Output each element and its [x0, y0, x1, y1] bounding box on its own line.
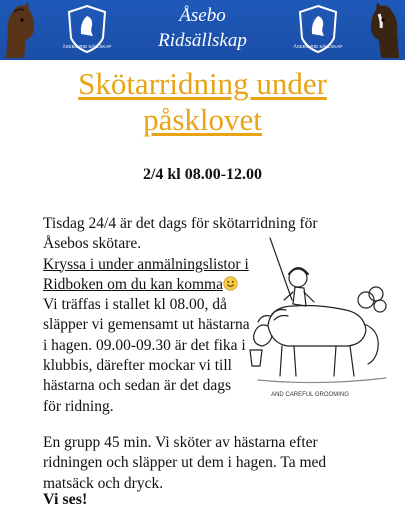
pony-rider-illustration: [248, 230, 393, 406]
emblem-text: ÅSEBO RID SÄLLSKAP: [62, 44, 112, 49]
smiley-icon: [223, 276, 238, 291]
club-emblem-icon: [293, 4, 343, 54]
sign-off: Vi ses!: [43, 491, 88, 508]
page-title: [0, 66, 405, 138]
illustration-caption: AND CAREFUL GROOMING: [271, 392, 349, 398]
description-details: Vi träffas i stallet kl 08.00, då släpper vi gemensamt ut hästarna i hagen. 09.00-09.30 är det fika i klubbis, därefter mockar vi till hästarna och sedan är det dags för ridning.: [43, 296, 250, 415]
club-name-line1: Åsebo: [179, 5, 226, 26]
title-line1: Skötarridning under: [78, 66, 327, 101]
description-lead: Tisdag 24/4 är det dags för skötarridning för Åsebos skötare.: [43, 215, 318, 253]
event-continuation: En grupp 45 min. Vi sköter av hästarna efter ridningen och släpper ut dem i hagen. Ta med matsäck och dryck.: [43, 434, 327, 492]
description-narrow-block: [43, 255, 251, 417]
title-line2: påsklovet: [143, 102, 262, 137]
emblem-text: ÅSEBO RID SÄLLSKAP: [293, 44, 343, 49]
horse-head-icon: [369, 2, 403, 58]
event-date-time: 2/4 kl 08.00-12.00: [142, 166, 263, 183]
signup-instruction-link[interactable]: Kryssa i under anmälningslistor i Ridboken om du kan komma: [43, 255, 249, 293]
header-banner: [0, 0, 405, 60]
club-name-line2: Ridsällskap: [158, 30, 247, 51]
